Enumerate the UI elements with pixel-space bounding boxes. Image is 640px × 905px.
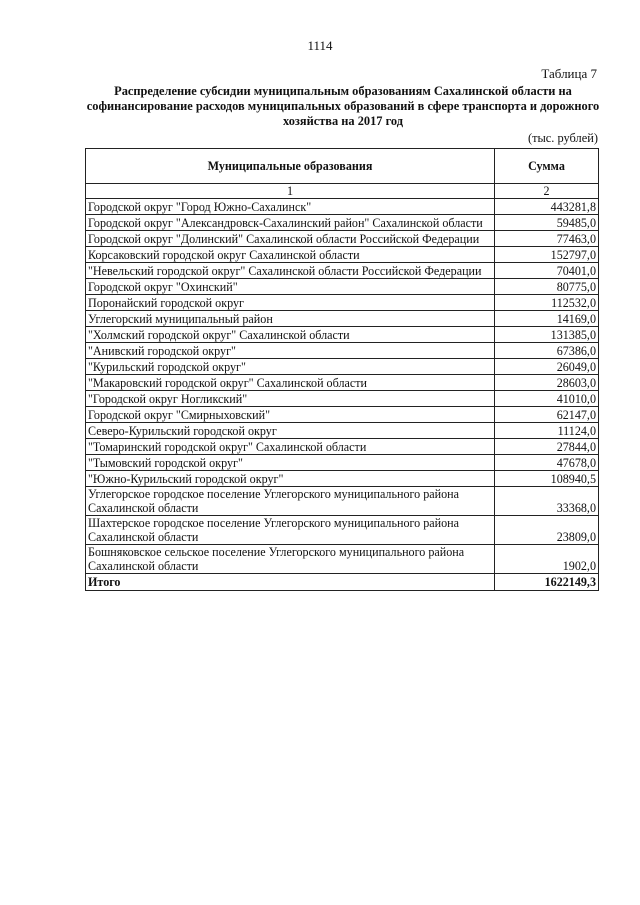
subsidy-amount: 47678,0 bbox=[495, 455, 599, 471]
table-row bbox=[86, 375, 599, 391]
subsidy-amount: 70401,0 bbox=[495, 263, 599, 279]
subsidy-amount: 41010,0 bbox=[495, 391, 599, 407]
header-municipalities: Муниципальные образования bbox=[86, 149, 495, 184]
municipality-name: Шахтерское городское поселение Углегорского муниципального района Сахалинской области bbox=[86, 516, 495, 545]
subsidy-table bbox=[85, 148, 599, 591]
municipality-name: "Невельский городской округ" Сахалинской области Российской Федерации bbox=[86, 263, 495, 279]
subsidy-amount: 33368,0 bbox=[495, 487, 599, 516]
total-sum: 1622149,3 bbox=[495, 574, 599, 591]
subsidy-amount: 108940,5 bbox=[495, 471, 599, 487]
total-label: Итого bbox=[86, 574, 495, 591]
municipality-name: Бошняковское сельское поселение Углегорского муниципального района Сахалинской области bbox=[86, 545, 495, 574]
municipality-name: "Курильский городской округ" bbox=[86, 359, 495, 375]
subsidy-amount: 67386,0 bbox=[495, 343, 599, 359]
subsidy-amount: 77463,0 bbox=[495, 231, 599, 247]
table-row bbox=[86, 455, 599, 471]
column-number-row bbox=[86, 184, 599, 199]
page-number: 1114 bbox=[307, 38, 333, 53]
subsidy-amount: 443281,8 bbox=[495, 199, 599, 215]
subsidy-amount: 23809,0 bbox=[495, 516, 599, 545]
subsidy-amount: 152797,0 bbox=[495, 247, 599, 263]
subsidy-amount: 11124,0 bbox=[495, 423, 599, 439]
table-row bbox=[86, 263, 599, 279]
municipality-name: Углегорское городское поселение Углегорского муниципального района Сахалинской области bbox=[86, 487, 495, 516]
municipality-name: "Городской округ Ногликский" bbox=[86, 391, 495, 407]
municipality-name: Углегорский муниципальный район bbox=[86, 311, 495, 327]
table-row bbox=[86, 295, 599, 311]
column-number-1: 1 bbox=[86, 184, 495, 199]
subsidy-amount: 28603,0 bbox=[495, 375, 599, 391]
table-row bbox=[86, 247, 599, 263]
document-title: Распределение субсидии муниципальным образованиям Сахалинской области на софинансирование расходов муниципальных образований в сфере транспорта и дорожного хозяйства на 2017 год bbox=[86, 84, 600, 128]
subsidy-amount: 131385,0 bbox=[495, 327, 599, 343]
municipality-name: "Анивский городской округ" bbox=[86, 343, 495, 359]
units-label: (тыс. рублей) bbox=[527, 131, 598, 145]
municipality-name: "Южно-Курильский городской округ" bbox=[86, 471, 495, 487]
table-row bbox=[86, 423, 599, 439]
subsidy-amount: 1902,0 bbox=[495, 545, 599, 574]
municipality-name: "Холмский городской округ" Сахалинской области bbox=[86, 327, 495, 343]
municipality-name: "Томаринский городской округ" Сахалинской области bbox=[86, 439, 495, 455]
municipality-name: Городской округ "Охинский" bbox=[86, 279, 495, 295]
table-row bbox=[86, 215, 599, 231]
subsidy-amount: 62147,0 bbox=[495, 407, 599, 423]
header-sum: Сумма bbox=[495, 149, 599, 184]
table-row bbox=[86, 391, 599, 407]
table-row bbox=[86, 516, 599, 545]
table-row bbox=[86, 487, 599, 516]
total-row bbox=[86, 574, 599, 591]
municipality-name: Городской округ "Александровск-Сахалинский район" Сахалинской области bbox=[86, 215, 495, 231]
municipality-name: Городской округ "Город Южно-Сахалинск" bbox=[86, 199, 495, 215]
table-row bbox=[86, 471, 599, 487]
table-row bbox=[86, 545, 599, 574]
subsidy-amount: 27844,0 bbox=[495, 439, 599, 455]
subsidy-amount: 59485,0 bbox=[495, 215, 599, 231]
table-label: Таблица 7 bbox=[541, 66, 597, 81]
table-row bbox=[86, 407, 599, 423]
municipality-name: Городской округ "Долинский" Сахалинской области Российской Федерации bbox=[86, 231, 495, 247]
municipality-name: "Тымовский городской округ" bbox=[86, 455, 495, 471]
table-row bbox=[86, 279, 599, 295]
subsidy-amount: 112532,0 bbox=[495, 295, 599, 311]
subsidy-amount: 14169,0 bbox=[495, 311, 599, 327]
table-header-row bbox=[86, 149, 599, 184]
column-number-2: 2 bbox=[495, 184, 599, 199]
table-row bbox=[86, 231, 599, 247]
table-row bbox=[86, 359, 599, 375]
municipality-name: "Макаровский городской округ" Сахалинской области bbox=[86, 375, 495, 391]
table-row bbox=[86, 343, 599, 359]
municipality-name: Корсаковский городской округ Сахалинской области bbox=[86, 247, 495, 263]
table-row bbox=[86, 327, 599, 343]
table-row bbox=[86, 439, 599, 455]
table-row bbox=[86, 311, 599, 327]
subsidy-amount: 26049,0 bbox=[495, 359, 599, 375]
table-row bbox=[86, 199, 599, 215]
subsidy-amount: 80775,0 bbox=[495, 279, 599, 295]
municipality-name: Городской округ "Смирныховский" bbox=[86, 407, 495, 423]
table-body bbox=[86, 199, 599, 574]
municipality-name: Поронайский городской округ bbox=[86, 295, 495, 311]
municipality-name: Северо-Курильский городской округ bbox=[86, 423, 495, 439]
